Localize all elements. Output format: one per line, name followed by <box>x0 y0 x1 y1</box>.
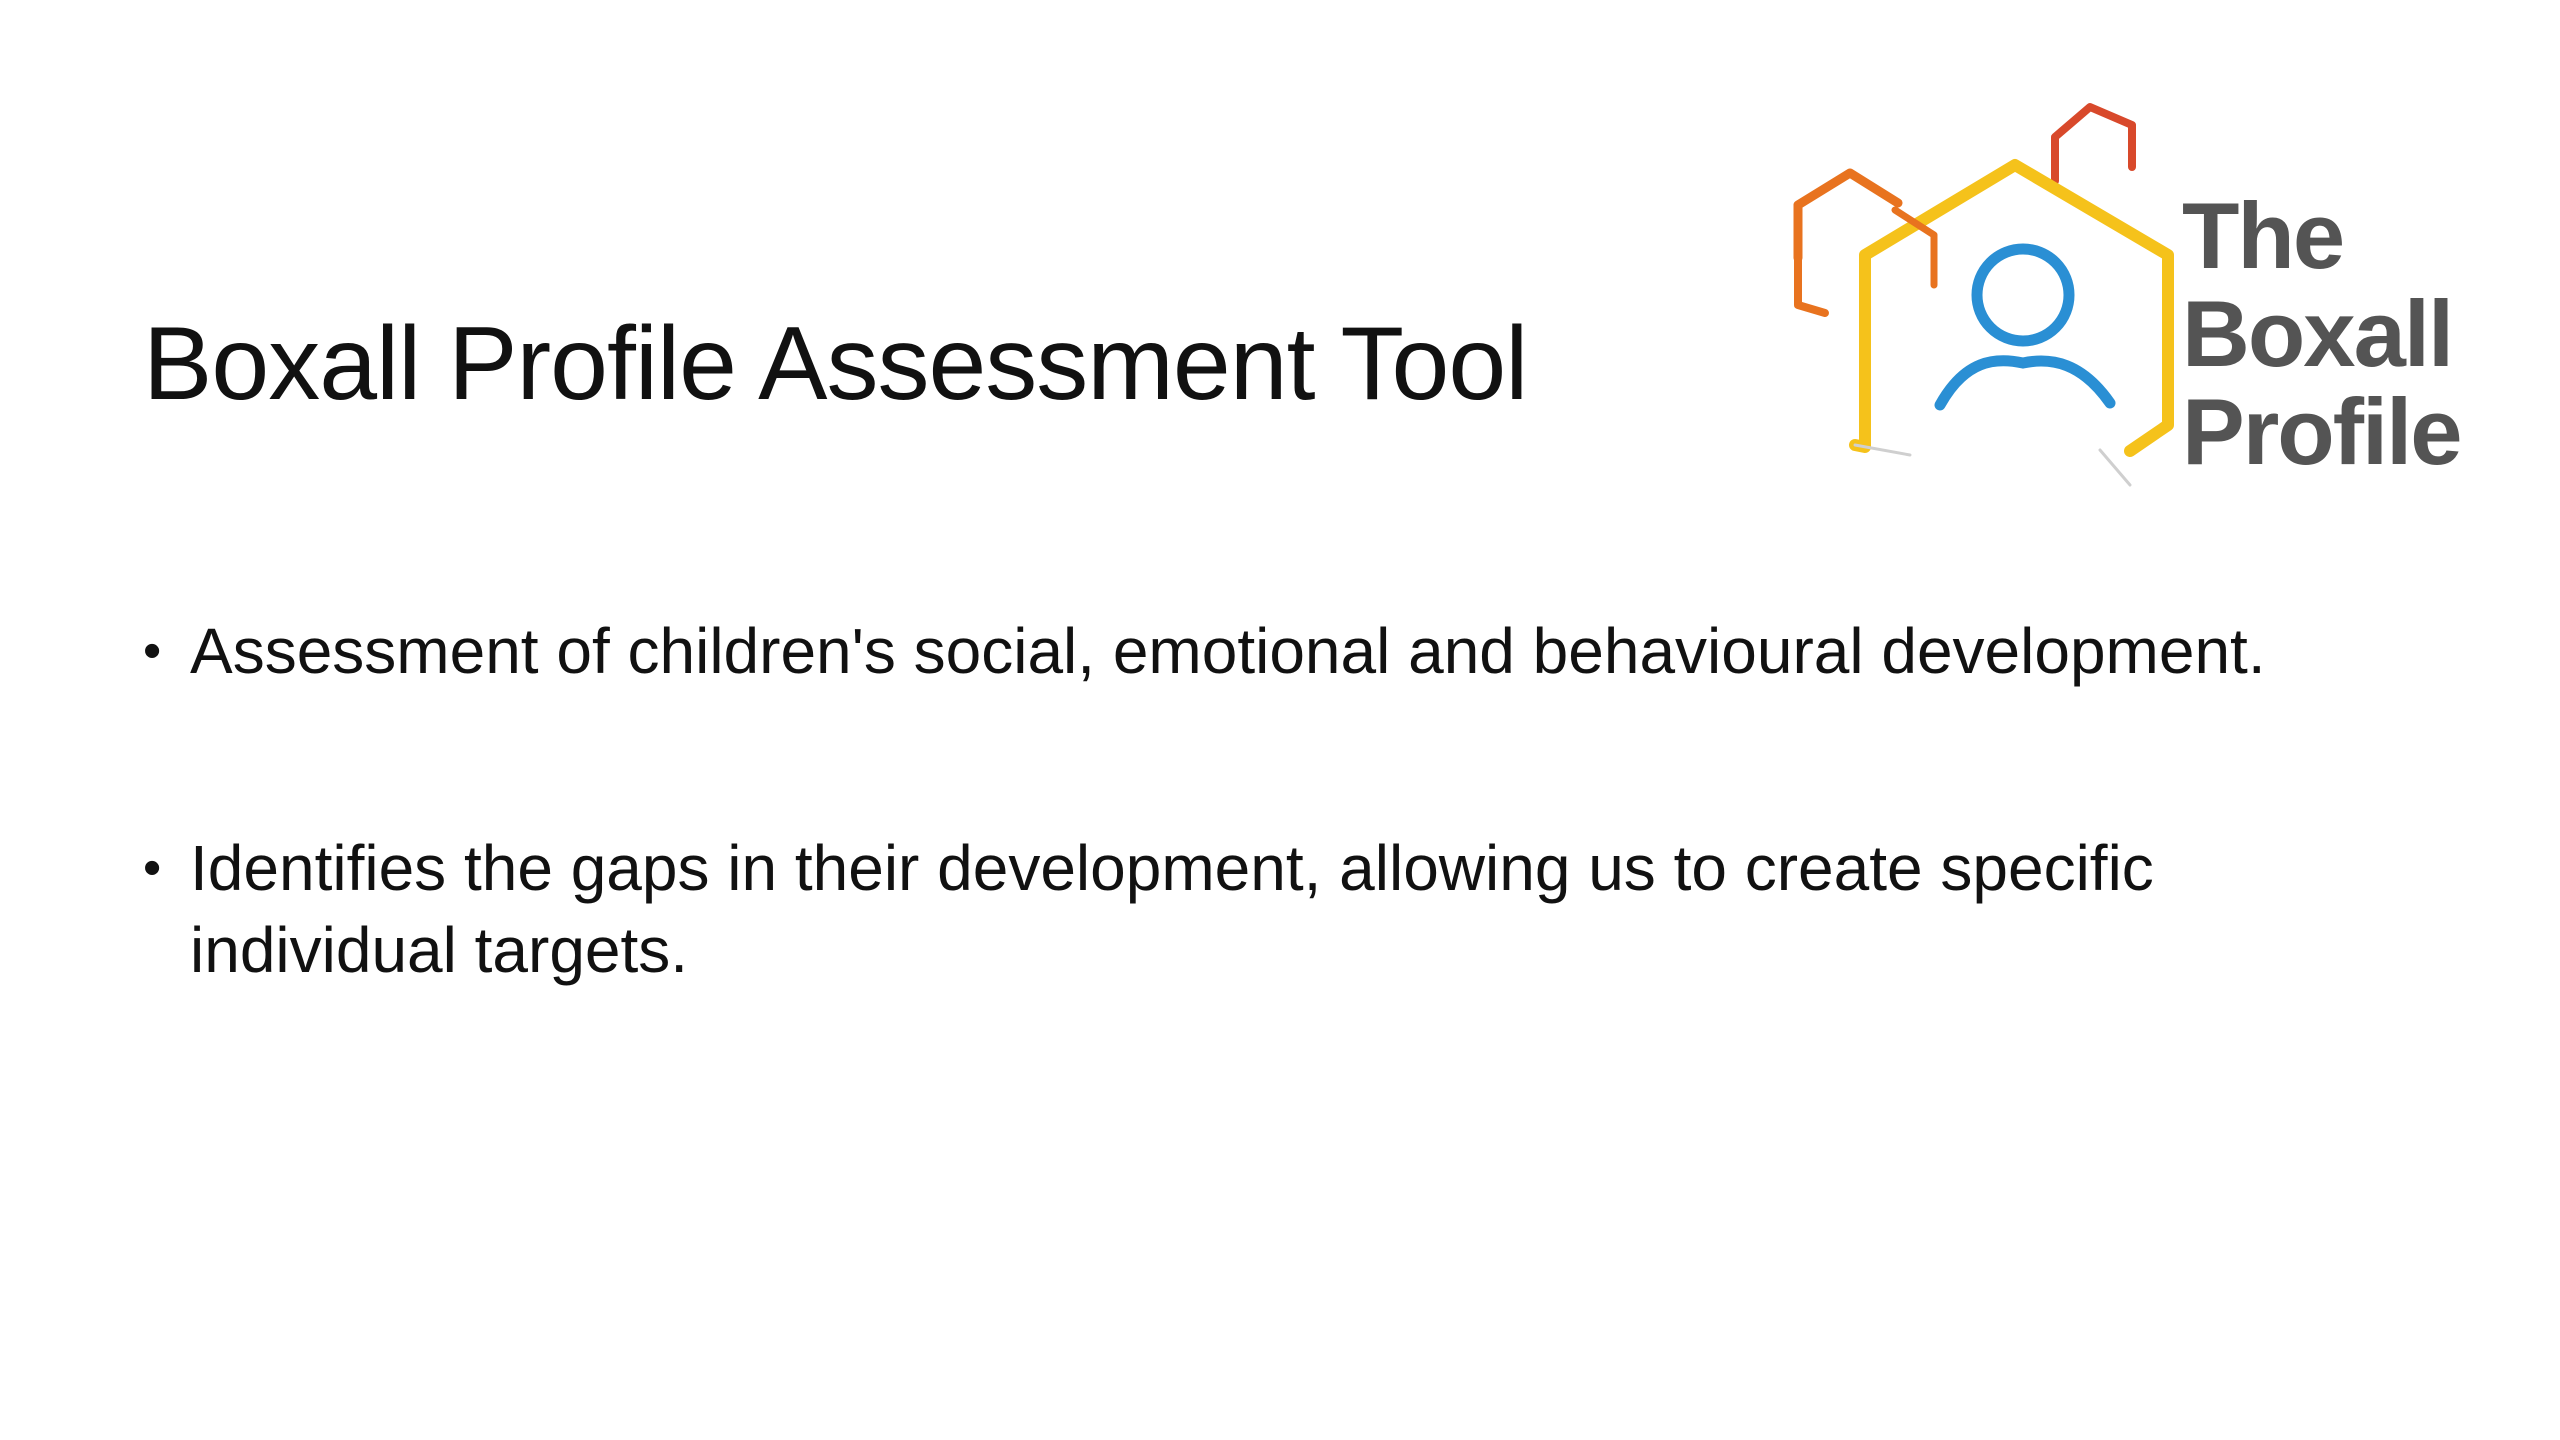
boxall-profile-logo <box>1770 95 2490 515</box>
house-person-hexagon-icon <box>1770 95 2190 515</box>
bullet-item <box>143 610 2363 692</box>
logo-line-boxall: Boxall <box>2182 281 2453 386</box>
logo-wordmark <box>2182 183 2461 484</box>
slide-title: Boxall Profile Assessment Tool <box>143 306 1528 422</box>
bullet-list <box>143 610 2363 1126</box>
bullet-marker: • <box>143 839 162 897</box>
bullet-item <box>143 827 2363 991</box>
logo-line-the: The <box>2182 183 2344 288</box>
bullet-text: Assessment of children's social, emotional and behavioural development. <box>190 615 2266 687</box>
logo-line-profile: Profile <box>2182 379 2461 484</box>
bullet-marker: • <box>143 622 162 680</box>
bullet-text: Identifies the gaps in their development, allowing us to create specific individual targets. <box>190 832 2154 986</box>
